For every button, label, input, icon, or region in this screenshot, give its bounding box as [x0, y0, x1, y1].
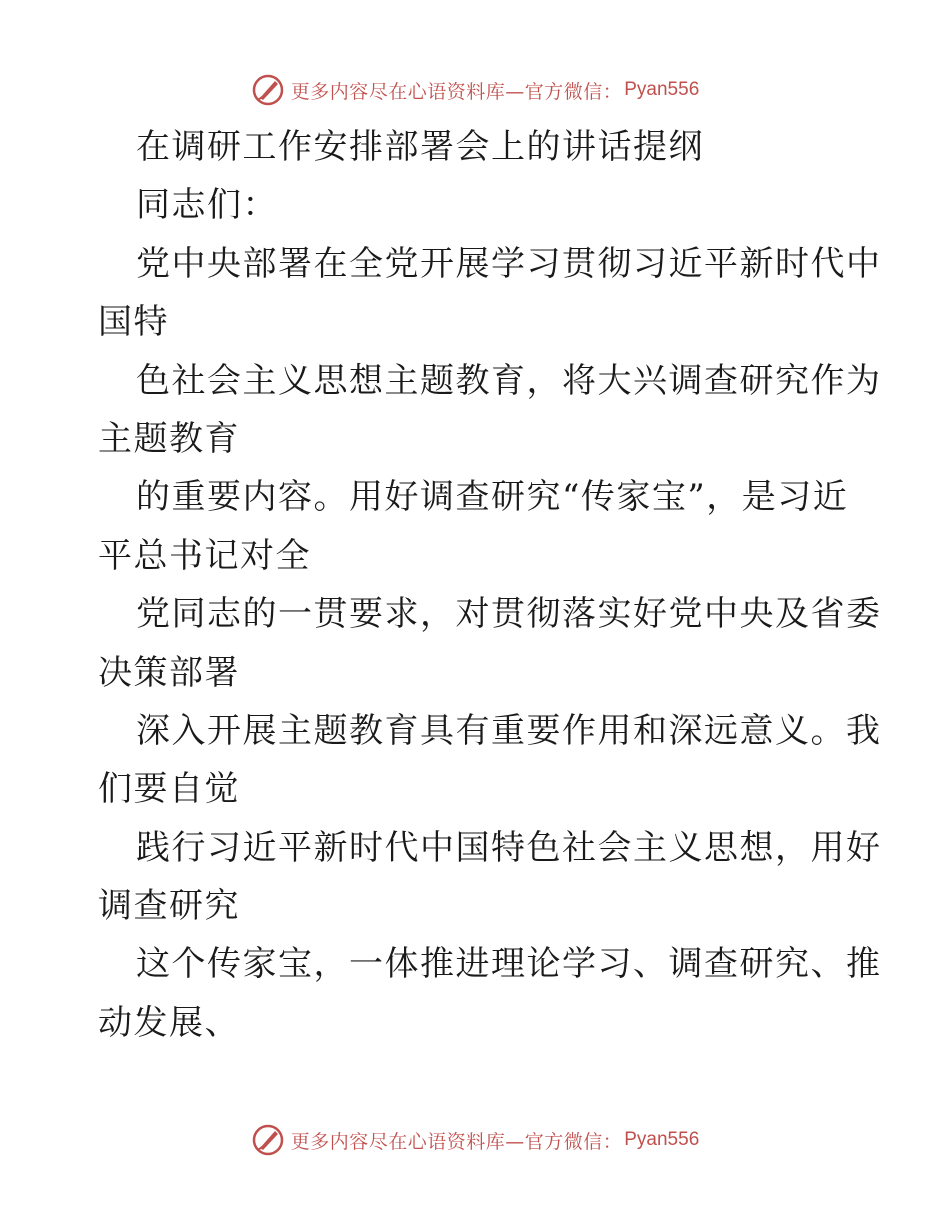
- watermark-text: 更多内容尽在心语资料库—官方微信：: [290, 1130, 623, 1153]
- text-line: 动发展、: [98, 1002, 240, 1043]
- text-line: 色社会主义思想主题教育，将大兴调查研究作为: [136, 360, 882, 401]
- document-body: [98, 118, 882, 1052]
- header-watermark: [0, 70, 950, 110]
- text-line: 主题教育: [98, 418, 240, 459]
- text-line: 党同志的一贯要求，对贯彻落实好党中央及省委: [136, 594, 882, 635]
- text-line: 调查研究: [98, 886, 240, 927]
- text-line: 的重要内容。用好调查研究“传家宝”，是习近: [136, 477, 849, 518]
- text-line: 党中央部署在全党开展学习贯彻习近平新时代中: [136, 243, 882, 284]
- footer-watermark: [0, 1120, 950, 1160]
- text-line: 深入开展主题教育具有重要作用和深远意义。我: [136, 710, 882, 751]
- text-line: 国特: [98, 302, 169, 343]
- watermark-wechat-id: Pyan556: [624, 79, 700, 100]
- text-line: 践行习近平新时代中国特色社会主义思想，用好: [136, 827, 882, 868]
- quill-logo-icon: [251, 73, 285, 107]
- text-line: 们要自觉: [98, 769, 240, 810]
- text-line: 决策部署: [98, 652, 240, 693]
- text-line: 同志们：: [136, 185, 278, 226]
- document-title: 在调研工作安排部署会上的讲话提纲: [136, 127, 704, 167]
- text-line: 平总书记对全: [98, 535, 311, 576]
- watermark-text: 更多内容尽在心语资料库—官方微信：: [290, 80, 623, 103]
- text-line: 这个传家宝，一体推进理论学习、调查研究、推: [136, 944, 882, 985]
- quill-logo-icon: [251, 1123, 285, 1157]
- watermark-wechat-id: Pyan556: [624, 1129, 700, 1150]
